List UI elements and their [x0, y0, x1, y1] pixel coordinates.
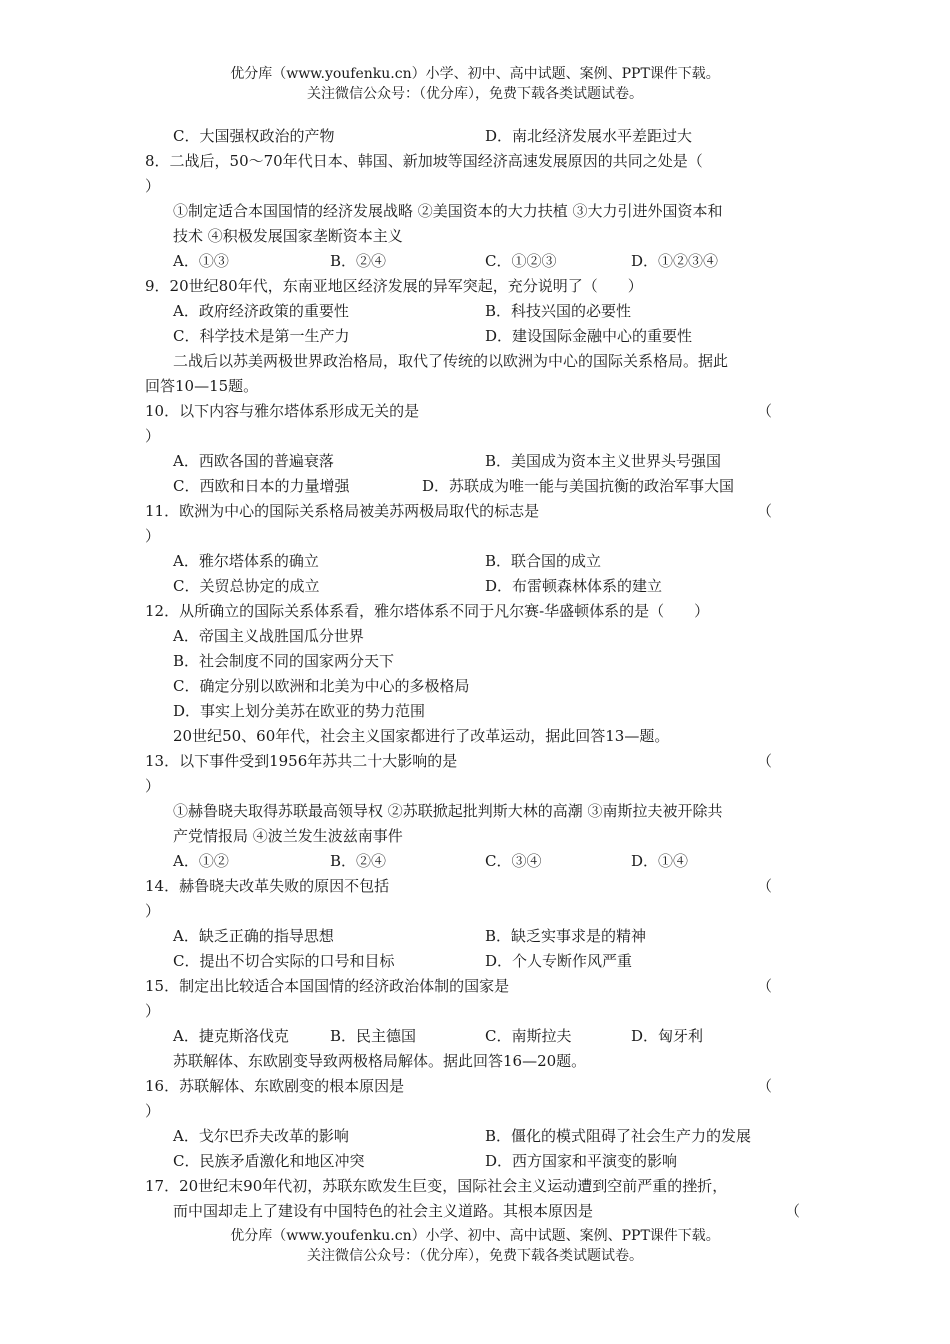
q8-items-line-2: 技术 ④积极发展国家垄断资本主义 — [173, 227, 403, 245]
q16-close-paren: ） — [145, 1102, 161, 1120]
q16-stem — [145, 1074, 805, 1099]
q16-option-c: C．民族矛盾激化和地区冲突 — [173, 1152, 365, 1170]
q16-options-cd — [145, 1149, 805, 1174]
q9-stem: 9．20世纪80年代，东南亚地区经济发展的异军突起，充分说明了（ ） — [145, 277, 643, 295]
q15-option-c: C．南斯拉夫 — [485, 1027, 572, 1045]
q13-option-a: A．①② — [173, 852, 229, 870]
q17-stem-line-1: 17．20世纪末90年代初，苏联东欧发生巨变，国际社会主义运动遭到空前严重的挫折， — [145, 1177, 728, 1195]
q14-close-paren: ） — [145, 902, 161, 920]
q13-close-paren: ） — [145, 777, 161, 795]
q12-option-b: B．社会制度不同的国家两分天下 — [173, 652, 395, 670]
q10-open-paren: （ — [757, 402, 773, 420]
q16-stem-text: 16．苏联解体、东欧剧变的根本原因是 — [145, 1077, 405, 1095]
q15-option-a: A．捷克斯洛伐克 — [173, 1027, 289, 1045]
q10-option-a: A．西欧各国的普遍衰落 — [173, 452, 334, 470]
q12-stem: 12．从所确立的国际关系体系看，雅尔塔体系不同于凡尔赛-华盛顿体系的是（ ） — [145, 602, 710, 620]
q10-option-c: C．西欧和日本的力量增强 — [173, 477, 350, 495]
q9-option-a: A．政府经济政策的重要性 — [173, 302, 349, 320]
q16-options-ab — [145, 1124, 805, 1149]
q9-option-c: C．科学技术是第一生产力 — [173, 327, 350, 345]
q12-option-c: C．确定分别以欧洲和北美为中心的多极格局 — [173, 677, 470, 695]
intro-16-20: 苏联解体、东欧剧变导致两极格局解体。据此回答16—20题。 — [173, 1052, 587, 1070]
q8-stem: 8．二战后，50～70年代日本、韩国、新加坡等国经济高速发展原因的共同之处是（ — [145, 152, 703, 170]
q7-option-d: D．南北经济发展水平差距过大 — [485, 127, 693, 145]
q13-option-c: C．③④ — [485, 852, 542, 870]
q9-options-ab — [145, 299, 805, 324]
page-header — [0, 64, 950, 104]
q15-close-paren: ） — [145, 1002, 161, 1020]
q16-option-a: A．戈尔巴乔夫改革的影响 — [173, 1127, 349, 1145]
question-content — [145, 124, 805, 1224]
q13-open-paren: （ — [757, 752, 773, 770]
q12-option-d: D．事实上划分美苏在欧亚的势力范围 — [173, 702, 426, 720]
header-line-1: 优分库（www.youfenku.cn）小学、初中、高中试题、案例、PPT课件下载。 — [230, 66, 720, 82]
q15-option-d: D．匈牙利 — [631, 1027, 704, 1045]
q8-options — [145, 249, 805, 274]
q14-stem — [145, 874, 805, 899]
q14-stem-text: 14．赫鲁晓夫改革失败的原因不包括 — [145, 877, 390, 895]
intro-13: 20世纪50、60年代，社会主义国家都进行了改革运动，据此回答13—题。 — [173, 727, 670, 745]
q9-option-b: B．科技兴国的必要性 — [485, 302, 632, 320]
q17-stem-text: 而中国却走上了建设有中国特色的社会主义道路。其根本原因是 — [173, 1202, 594, 1220]
q15-option-b: B．民主德国 — [330, 1027, 417, 1045]
q16-open-paren: （ — [757, 1077, 773, 1095]
q17-stem-line-2 — [145, 1199, 805, 1224]
q14-option-a: A．缺乏正确的指导思想 — [173, 927, 334, 945]
q10-options-ab — [145, 449, 805, 474]
q8-option-b: B．②④ — [330, 252, 387, 270]
q14-option-b: B．缺乏实事求是的精神 — [485, 927, 647, 945]
q14-options-ab — [145, 924, 805, 949]
footer-line-2: 关注微信公众号：（优分库），免费下载各类试题试卷。 — [307, 1248, 643, 1264]
q15-stem — [145, 974, 805, 999]
footer-line-1: 优分库（www.youfenku.cn）小学、初中、高中试题、案例、PPT课件下载。 — [230, 1228, 720, 1244]
q11-options-ab — [145, 549, 805, 574]
q11-close-paren: ） — [145, 527, 161, 545]
q16-option-b: B．僵化的模式阻碍了社会生产力的发展 — [485, 1127, 752, 1145]
q14-open-paren: （ — [757, 877, 773, 895]
q11-option-c: C．关贸总协定的成立 — [173, 577, 320, 595]
q15-open-paren: （ — [757, 977, 773, 995]
q10-option-b: B．美国成为资本主义世界头号强国 — [485, 452, 722, 470]
q9-option-d: D．建设国际金融中心的重要性 — [485, 327, 693, 345]
q14-option-d: D．个人专断作风严重 — [485, 952, 633, 970]
q13-option-d: D．①④ — [631, 852, 689, 870]
q10-options-cd — [145, 474, 805, 499]
q13-option-b: B．②④ — [330, 852, 387, 870]
q10-close-paren: ） — [145, 427, 161, 445]
q14-options-cd — [145, 949, 805, 974]
q10-option-d: D．苏联成为唯一能与美国抗衡的政治军事大国 — [422, 477, 735, 495]
q8-option-c: C．①②③ — [485, 252, 557, 270]
q11-option-a: A．雅尔塔体系的确立 — [173, 552, 319, 570]
q13-stem-text: 13．以下事件受到1956年苏共二十大影响的是 — [145, 752, 458, 770]
q9-options-cd — [145, 324, 805, 349]
intro-10-15-line-2: 回答10—15题。 — [145, 377, 259, 395]
q8-close-paren: ） — [145, 177, 161, 195]
q12-option-a: A．帝国主义战胜国瓜分世界 — [173, 627, 364, 645]
q11-options-cd — [145, 574, 805, 599]
q7-option-c: C．大国强权政治的产物 — [173, 127, 335, 145]
q14-option-c: C．提出不切合实际的口号和目标 — [173, 952, 395, 970]
q15-stem-text: 15．制定出比较适合本国国情的经济政治体制的国家是 — [145, 977, 510, 995]
q8-items-line-1: ①制定适合本国国情的经济发展战略 ②美国资本的大力扶植 ③大力引进外国资本和 — [173, 202, 723, 220]
q11-option-d: D．布雷顿森林体系的建立 — [485, 577, 663, 595]
q16-option-d: D．西方国家和平演变的影响 — [485, 1152, 678, 1170]
q13-items-line-1: ①赫鲁晓夫取得苏联最高领导权 ②苏联掀起批判斯大林的高潮 ③南斯拉夫被开除共 — [173, 802, 723, 820]
q7-options-cd — [145, 124, 805, 149]
q11-option-b: B．联合国的成立 — [485, 552, 602, 570]
page-footer — [0, 1226, 950, 1266]
header-line-2: 关注微信公众号：（优分库），免费下载各类试题试卷。 — [307, 86, 643, 102]
q11-stem — [145, 499, 805, 524]
q11-open-paren: （ — [757, 502, 773, 520]
intro-10-15-line-1: 二战后以苏美两极世界政治格局，取代了传统的以欧洲为中心的国际关系格局。据此 — [173, 352, 729, 370]
q8-option-d: D．①②③④ — [631, 252, 719, 270]
q15-options — [145, 1024, 805, 1049]
q11-stem-text: 11．欧洲为中心的国际关系格局被美苏两极局取代的标志是 — [145, 502, 540, 520]
q13-stem — [145, 749, 805, 774]
q13-items-line-2: 产党情报局 ④波兰发生波兹南事件 — [173, 827, 403, 845]
q13-options — [145, 849, 805, 874]
q8-option-a: A．①③ — [173, 252, 229, 270]
q10-stem-text: 10．以下内容与雅尔塔体系形成无关的是 — [145, 402, 420, 420]
q10-stem — [145, 399, 805, 424]
q17-open-paren: （ — [785, 1202, 801, 1220]
